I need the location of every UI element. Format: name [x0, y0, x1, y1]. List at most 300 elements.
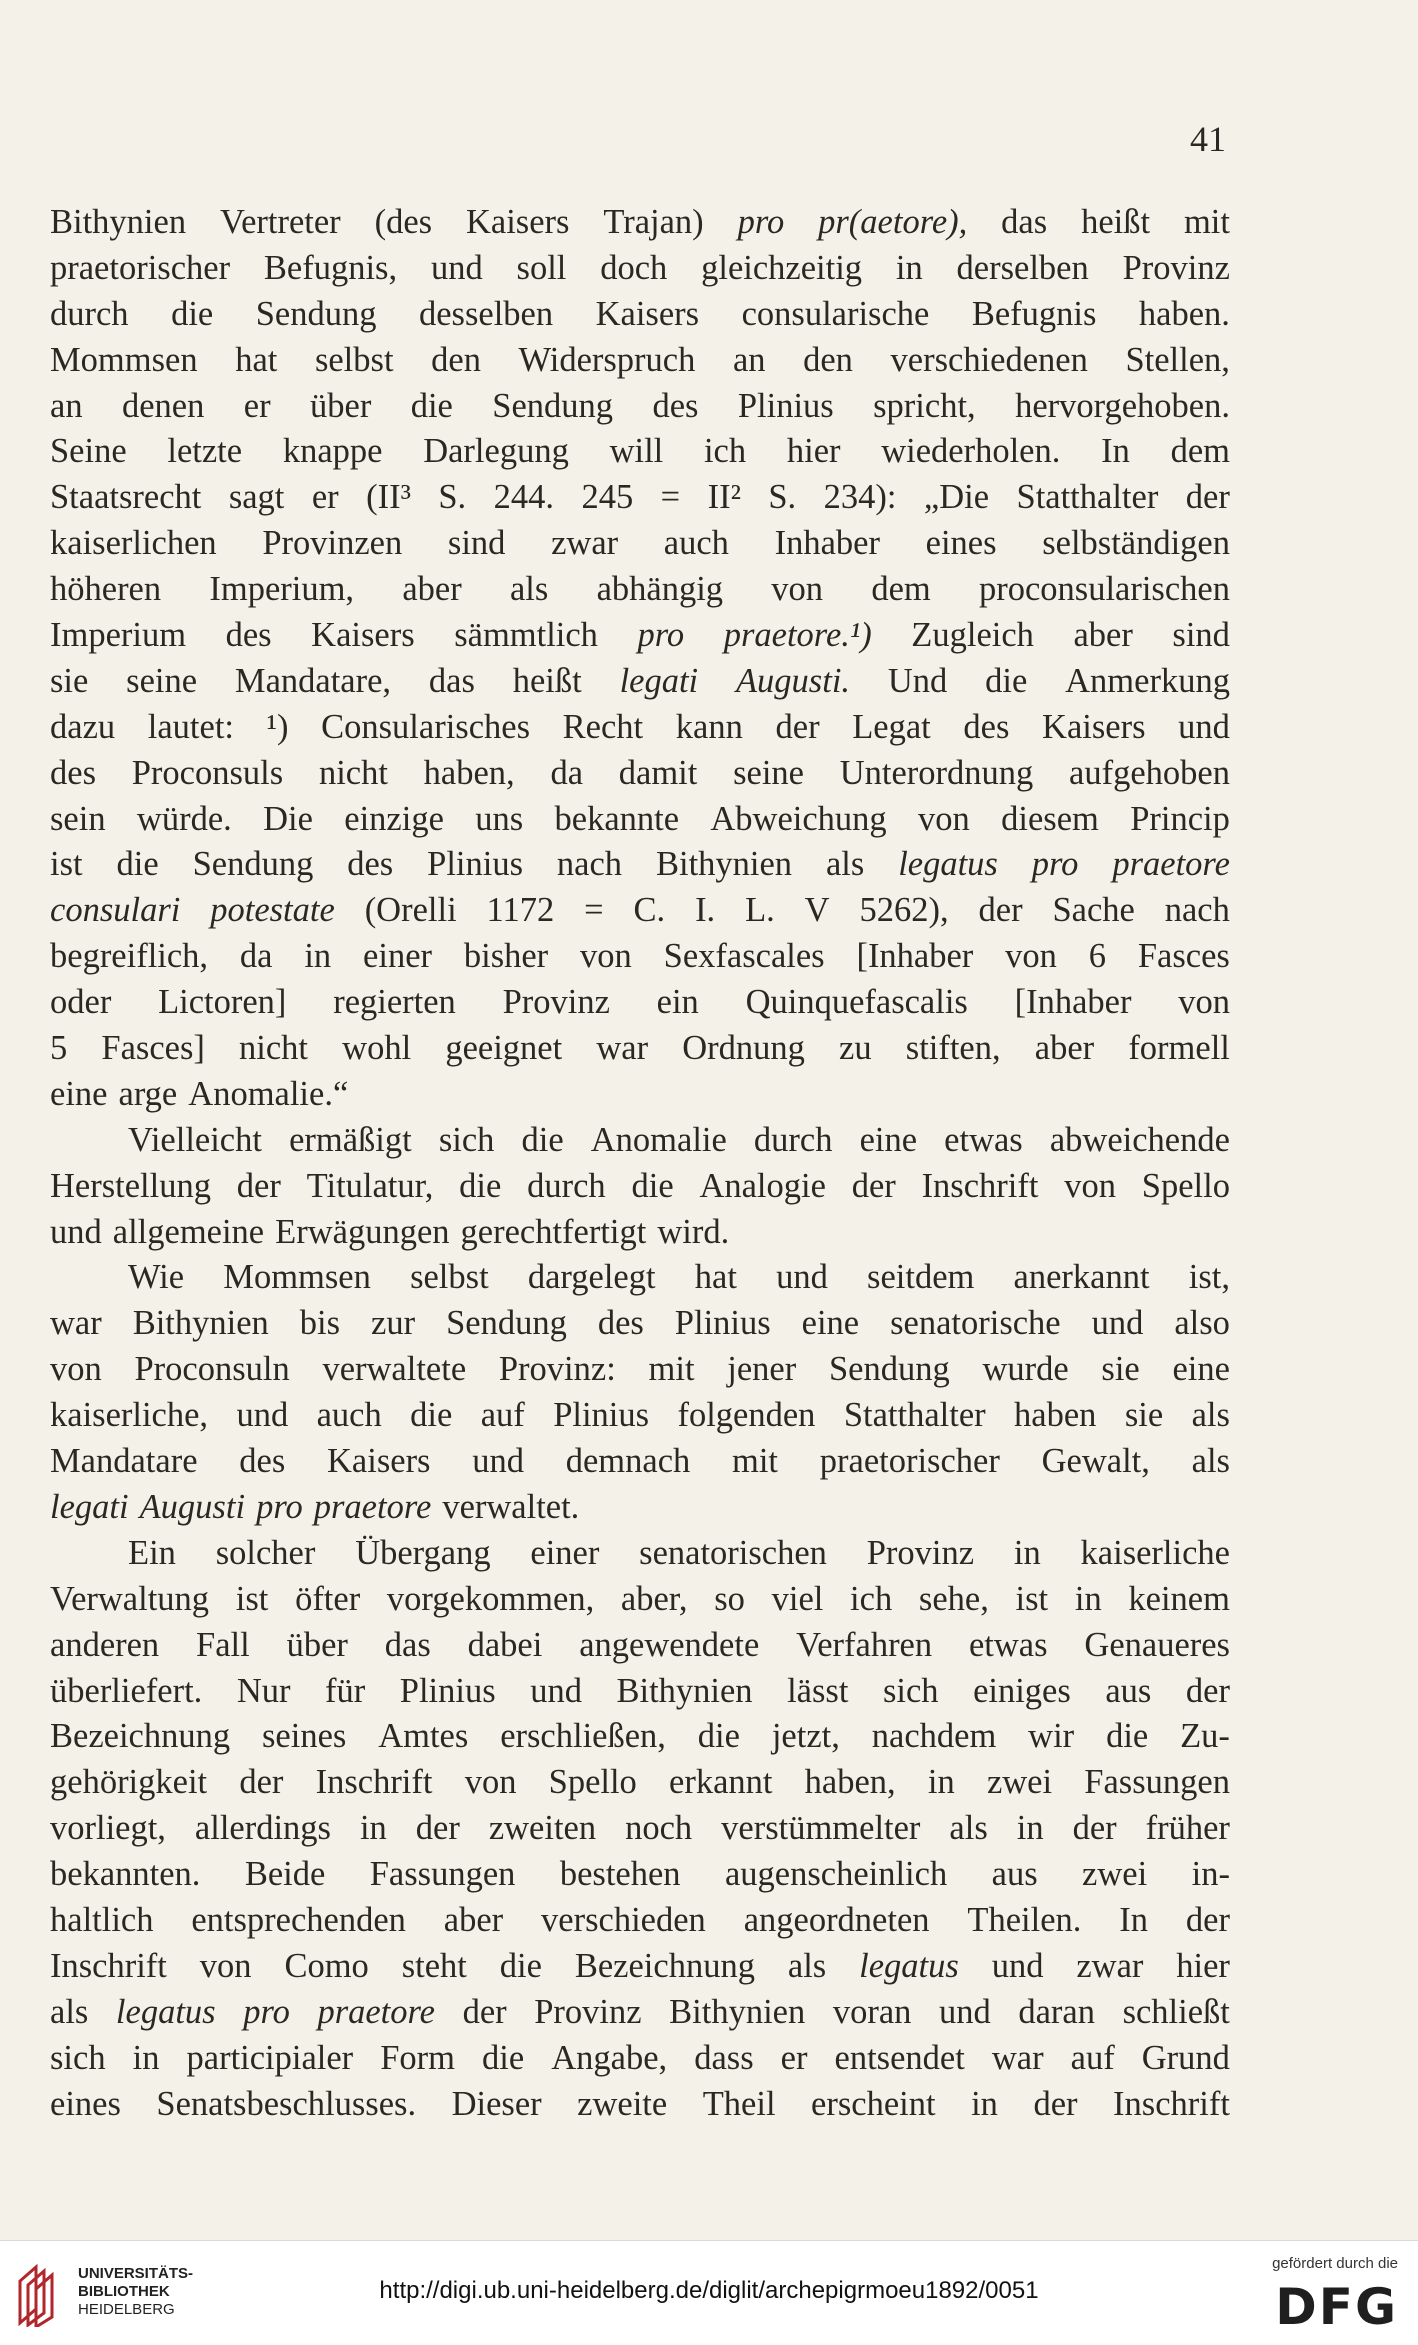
word: Sendung	[192, 845, 314, 884]
text-line	[50, 1806, 1230, 1852]
word: die	[1106, 1717, 1149, 1756]
word: sind	[447, 524, 506, 563]
word: anerkannt	[1013, 1258, 1150, 1297]
word: abweichende	[1049, 1120, 1230, 1159]
word: erscheint	[811, 2084, 936, 2123]
word: des	[597, 1304, 644, 1343]
word: also	[1174, 1304, 1230, 1343]
word: anderen	[50, 1625, 160, 1664]
word: Bithynien	[655, 845, 793, 884]
text-line	[50, 1990, 1230, 2036]
word: die	[521, 1120, 564, 1159]
word: und	[472, 1442, 524, 1481]
word: mit	[1183, 203, 1230, 241]
word: nicht	[318, 753, 388, 792]
word: aber,	[620, 1579, 688, 1618]
word: sagt	[228, 478, 285, 517]
word: nach	[1164, 891, 1230, 930]
word: Staatsrecht	[50, 478, 202, 517]
text-line	[50, 1210, 1230, 1256]
word: als	[50, 1992, 89, 2031]
word: dabei	[467, 1625, 543, 1664]
word: Inhaber	[774, 524, 880, 563]
word: den	[431, 340, 481, 379]
word: höheren	[50, 570, 162, 609]
word: hat	[694, 1258, 737, 1297]
text-line	[50, 1301, 1230, 1347]
text-line	[50, 1347, 1230, 1393]
word: dargelegt	[527, 1258, 656, 1297]
word: sich	[882, 1671, 939, 1710]
word: bis	[299, 1304, 341, 1343]
word: Herstellung	[50, 1166, 211, 1205]
word: lautet:	[147, 707, 234, 746]
text-line	[50, 705, 1230, 751]
word: eine	[50, 1074, 108, 1113]
word: Mandatare,	[234, 661, 392, 700]
word: die	[499, 1946, 542, 1985]
word: V	[804, 891, 830, 930]
word: von	[580, 937, 632, 976]
word: einer	[530, 1533, 600, 1572]
word: 5262),	[859, 891, 949, 930]
word: Genaueres	[1084, 1625, 1230, 1664]
word: den	[803, 340, 853, 379]
text-line	[50, 1852, 1230, 1898]
word: Bithynien	[669, 1992, 806, 2031]
word: auch	[663, 524, 729, 563]
text-line	[50, 842, 1230, 888]
text-line	[50, 338, 1230, 384]
word: letzte	[167, 432, 243, 471]
word: er	[780, 2038, 808, 2077]
word: Kaisers	[327, 1442, 431, 1481]
italic-word: legatus	[898, 845, 998, 884]
word: Ordnung	[682, 1029, 805, 1068]
word: zu	[839, 1029, 872, 1068]
word: gerechtfertigt	[460, 1212, 647, 1251]
word: und	[991, 1946, 1044, 1985]
word: allerdings	[194, 1809, 331, 1848]
word: begreiflich,	[50, 937, 209, 976]
word: dazu	[50, 707, 116, 746]
word: aus	[1105, 1671, 1152, 1710]
word: jener	[727, 1350, 797, 1389]
word: ist	[1015, 1579, 1049, 1618]
word: [Inhaber	[856, 937, 974, 976]
word: als	[825, 845, 865, 884]
word: zweite	[577, 2084, 668, 2123]
word: des	[963, 707, 1010, 746]
word: aber	[402, 570, 462, 609]
word: (des	[374, 203, 433, 241]
word: Widerspruch	[518, 340, 696, 379]
word: der	[1185, 478, 1230, 517]
word: Consularisches	[321, 707, 531, 746]
italic-word: praetore.¹)	[723, 616, 872, 655]
word: in	[359, 1809, 387, 1848]
word: Fassungen	[369, 1855, 516, 1894]
word: praetorischer	[50, 248, 231, 287]
word: überliefert.	[50, 1671, 203, 1710]
word: Befugnis,	[263, 248, 398, 287]
word: ich	[850, 1579, 893, 1618]
word: in	[1016, 1809, 1044, 1848]
word: von	[1178, 983, 1230, 1022]
word: die	[985, 661, 1028, 700]
word: auf	[480, 1396, 525, 1435]
word: verschieden	[541, 1900, 706, 1939]
word: früher	[1145, 1809, 1230, 1848]
word: angeordneten	[743, 1900, 930, 1939]
word: hier	[786, 432, 841, 471]
word: Grund	[1141, 2038, 1230, 2077]
word: In	[1119, 1900, 1149, 1939]
text-line	[50, 1944, 1230, 1990]
italic-word: legati	[619, 661, 699, 700]
word: haltlich	[50, 1900, 154, 1939]
word: die	[482, 2038, 525, 2077]
word: Plinius	[553, 1396, 650, 1435]
text-line	[50, 200, 1230, 246]
word: zwar	[551, 524, 619, 563]
word: Theil	[702, 2084, 776, 2123]
word: von	[199, 1946, 252, 1985]
word: proconsularischen	[978, 570, 1230, 609]
text-line	[50, 888, 1230, 934]
word: in	[132, 2038, 160, 2077]
word: und	[430, 248, 483, 287]
word: Anomalie	[590, 1120, 727, 1159]
word: für	[325, 1671, 366, 1710]
word: Sendung	[492, 386, 614, 425]
permalink-url[interactable]: http://digi.ub.uni-heidelberg.de/diglit/archepigrmoeu1892/0051	[379, 2277, 1039, 2304]
word: einer	[363, 937, 432, 976]
library-name-line: HEIDELBERG	[78, 2301, 175, 2318]
text-line	[50, 751, 1230, 797]
word: steht	[401, 1946, 467, 1985]
word: ist	[50, 845, 83, 884]
word: Kaisers	[595, 294, 700, 333]
word: Provinzen	[262, 524, 403, 563]
text-line	[50, 2036, 1230, 2082]
word: etwas	[968, 1625, 1048, 1664]
word: ein	[656, 983, 699, 1022]
word: senatorische	[890, 1304, 1061, 1343]
word: Verwaltung	[50, 1579, 210, 1618]
word: haben,	[804, 1763, 896, 1802]
word: heißt	[512, 661, 582, 700]
word: Fasces]	[101, 1029, 205, 1068]
word: 245	[581, 478, 634, 517]
word: und	[776, 1258, 828, 1297]
word: denen	[121, 386, 205, 425]
word: durch	[753, 1120, 833, 1159]
italic-word: legatus	[859, 1946, 959, 1985]
word: und	[1178, 707, 1230, 746]
word: Amtes	[378, 1717, 469, 1756]
word: consularische	[741, 294, 930, 333]
word: Zu-	[1180, 1717, 1230, 1756]
word: Bezeichnung	[50, 1717, 231, 1756]
text-line	[50, 1577, 1230, 1623]
word: Recht	[562, 707, 644, 746]
word: seine	[126, 661, 198, 700]
word: Inschrift	[315, 1763, 433, 1802]
italic-word: pro	[637, 616, 685, 655]
word: lässt	[787, 1671, 849, 1710]
word: Provinz	[502, 983, 610, 1022]
sponsor-caption: gefördert durch die	[1272, 2255, 1398, 2272]
word: durch	[527, 1166, 606, 1205]
word: war	[50, 1304, 102, 1343]
word: der	[462, 1992, 507, 2031]
word: Provinz	[866, 1533, 975, 1572]
word: sämmtlich	[454, 616, 598, 655]
word: Nur	[236, 1671, 291, 1710]
word: spricht,	[873, 386, 976, 425]
word: Befugnis	[971, 294, 1097, 333]
word: bestehen	[559, 1855, 681, 1894]
word: Senatsbeschlusses.	[156, 2084, 417, 2123]
word: da	[239, 937, 273, 976]
text-line	[50, 1072, 1230, 1118]
word: von	[918, 799, 970, 838]
word: I.	[695, 891, 716, 930]
word: Princip	[1130, 799, 1230, 838]
word: Angabe,	[551, 2038, 668, 2077]
word: Inschrift	[50, 1946, 167, 1985]
word: Gewalt,	[1041, 1442, 1150, 1481]
word: der	[415, 1809, 460, 1848]
word: Bithynien	[50, 203, 187, 241]
italic-word: pro	[243, 1992, 290, 2031]
word: zwar	[1076, 1946, 1144, 1985]
word: hat	[235, 340, 278, 379]
word: nach	[556, 845, 623, 884]
italic-word: pro	[1031, 845, 1079, 884]
word: Ein	[128, 1533, 176, 1572]
body-text	[50, 200, 1230, 2127]
word: kaiserliche	[1080, 1533, 1230, 1572]
word: solcher	[215, 1533, 316, 1572]
word: noch	[625, 1809, 693, 1848]
word: vorliegt,	[50, 1809, 166, 1848]
word: selbst	[410, 1258, 489, 1297]
word: Titulatur,	[306, 1166, 434, 1205]
word: voran	[832, 1992, 912, 2031]
word: =	[584, 891, 604, 930]
word: seine	[733, 753, 804, 792]
word: =	[660, 478, 681, 517]
word: von	[464, 1763, 517, 1802]
word: dem	[871, 570, 931, 609]
word: des	[225, 616, 272, 655]
word: Vielleicht	[128, 1120, 262, 1159]
text-line	[50, 429, 1230, 475]
word: sein	[50, 799, 106, 838]
word: augenscheinlich	[724, 1855, 948, 1894]
italic-word: consulari	[50, 891, 181, 930]
word: Plinius	[399, 1671, 496, 1710]
word: die	[410, 386, 453, 425]
word: vorgekommen,	[386, 1579, 595, 1618]
library-name-line: BIBLIOTHEK	[78, 2283, 170, 2300]
word: entsendet	[834, 2038, 965, 2077]
word: und	[1091, 1304, 1144, 1343]
word: In	[1101, 432, 1130, 471]
word: Plinius	[674, 1304, 771, 1343]
word: 1172	[486, 891, 555, 930]
word: in	[927, 1763, 955, 1802]
word: eines	[50, 2084, 121, 2123]
italic-word: potestate	[210, 891, 335, 930]
word: sich	[50, 2038, 106, 2077]
word: in	[1074, 1579, 1102, 1618]
word: von	[1005, 937, 1057, 976]
text-line	[50, 1623, 1230, 1669]
word: war	[991, 2038, 1044, 2077]
word: wohl	[342, 1029, 412, 1068]
text-line	[50, 1898, 1230, 1944]
word: participialer	[186, 2038, 354, 2077]
footer-bar	[0, 2240, 1418, 2345]
word: Die	[263, 799, 313, 838]
word: wurde	[982, 1350, 1069, 1389]
word: durch	[50, 294, 129, 333]
word: die	[631, 1166, 674, 1205]
word: er	[243, 386, 271, 425]
word: haben	[1014, 1396, 1097, 1435]
word: formell	[1128, 1029, 1230, 1068]
word: Seine	[50, 432, 127, 471]
word: Sendung	[255, 294, 377, 333]
word: als	[509, 570, 549, 609]
word: Und	[887, 661, 948, 700]
word: Proconsuln	[134, 1350, 290, 1389]
word: einiges	[973, 1671, 1071, 1710]
word: sie	[1101, 1350, 1140, 1389]
word: C.	[633, 891, 666, 930]
word: Proconsuls	[131, 753, 284, 792]
word: Provinz	[534, 1992, 642, 2031]
word: der	[1072, 1809, 1117, 1848]
italic-word: praetore	[317, 1992, 435, 2031]
word: sehe,	[918, 1579, 989, 1618]
word: Mommsen	[223, 1258, 371, 1297]
word: Inschrift	[1113, 2084, 1230, 2123]
word: die	[697, 1717, 740, 1756]
text-line	[50, 475, 1230, 521]
word: Fasces	[1137, 937, 1230, 976]
word: von	[50, 1350, 102, 1389]
word: abhängig	[596, 570, 724, 609]
word: eines	[925, 524, 997, 563]
word: ist,	[1188, 1258, 1230, 1297]
text-line	[50, 934, 1230, 980]
word: folgenden	[677, 1396, 816, 1435]
word: an	[50, 386, 83, 425]
word: geeignet	[445, 1029, 563, 1068]
text-line	[50, 613, 1230, 659]
italic-word: pro	[256, 1487, 303, 1526]
word: angewendete	[579, 1625, 760, 1664]
word: etwas	[944, 1120, 1023, 1159]
word: II²	[707, 478, 741, 517]
word: Statthalter	[1016, 478, 1159, 517]
italic-word: pr(aetore),	[818, 203, 968, 241]
word: ermäßigt	[289, 1120, 412, 1159]
word: ist	[235, 1579, 269, 1618]
word: selbst	[314, 340, 394, 379]
word: zwei	[1082, 1855, 1148, 1894]
word: über	[286, 1625, 348, 1664]
word: praetorischer	[819, 1442, 1000, 1481]
word: aber	[1034, 1029, 1095, 1068]
text-line	[50, 1714, 1230, 1760]
word: Mommsen	[50, 340, 198, 379]
word: verwaltet.	[442, 1487, 580, 1526]
word: Provinz:	[498, 1350, 616, 1389]
word: in	[895, 248, 923, 287]
word: Bithynien	[616, 1671, 753, 1710]
word: „Die	[923, 478, 990, 517]
word: Kaisers	[465, 203, 570, 241]
word: Analogie	[699, 1166, 826, 1205]
word: S.	[768, 478, 797, 517]
word: diesem	[1001, 799, 1099, 838]
word: so	[714, 1579, 745, 1618]
word: sie	[1124, 1396, 1164, 1435]
word: stiften,	[905, 1029, 1001, 1068]
word: Vertreter	[220, 203, 341, 241]
italic-word: praetore	[313, 1487, 432, 1526]
word: Kaisers	[311, 616, 415, 655]
italic-word: legati	[50, 1487, 129, 1526]
text-line	[50, 659, 1230, 705]
word: in	[971, 2084, 998, 2123]
word: arge	[118, 1074, 178, 1113]
word: hervorgehoben.	[1015, 386, 1230, 425]
word: an	[732, 340, 766, 379]
word: dass	[694, 2038, 754, 2077]
word: haben,	[423, 753, 515, 792]
word: Form	[380, 2038, 455, 2077]
word: Statthalter	[843, 1396, 986, 1435]
word: ich	[703, 432, 747, 471]
page-number: 41	[1190, 119, 1226, 159]
word: da	[550, 753, 584, 792]
word: Sexfascales	[663, 937, 825, 976]
word: eine	[801, 1304, 860, 1343]
word: Quinquefascalis	[745, 983, 968, 1022]
text-line	[50, 1760, 1230, 1806]
text-line	[50, 1026, 1230, 1072]
word: bekannten.	[50, 1855, 201, 1894]
word: Beide	[244, 1855, 326, 1894]
word: Sache	[1052, 891, 1135, 930]
text-line	[50, 521, 1230, 567]
word: war	[596, 1029, 649, 1068]
word: Dieser	[451, 2084, 542, 2123]
word: der	[1185, 1671, 1230, 1710]
word: eine	[859, 1120, 918, 1159]
word: des	[347, 845, 394, 884]
word: das	[428, 661, 475, 700]
word: doch	[600, 248, 668, 287]
word: in-	[1191, 1855, 1230, 1894]
word: öfter	[295, 1579, 361, 1618]
